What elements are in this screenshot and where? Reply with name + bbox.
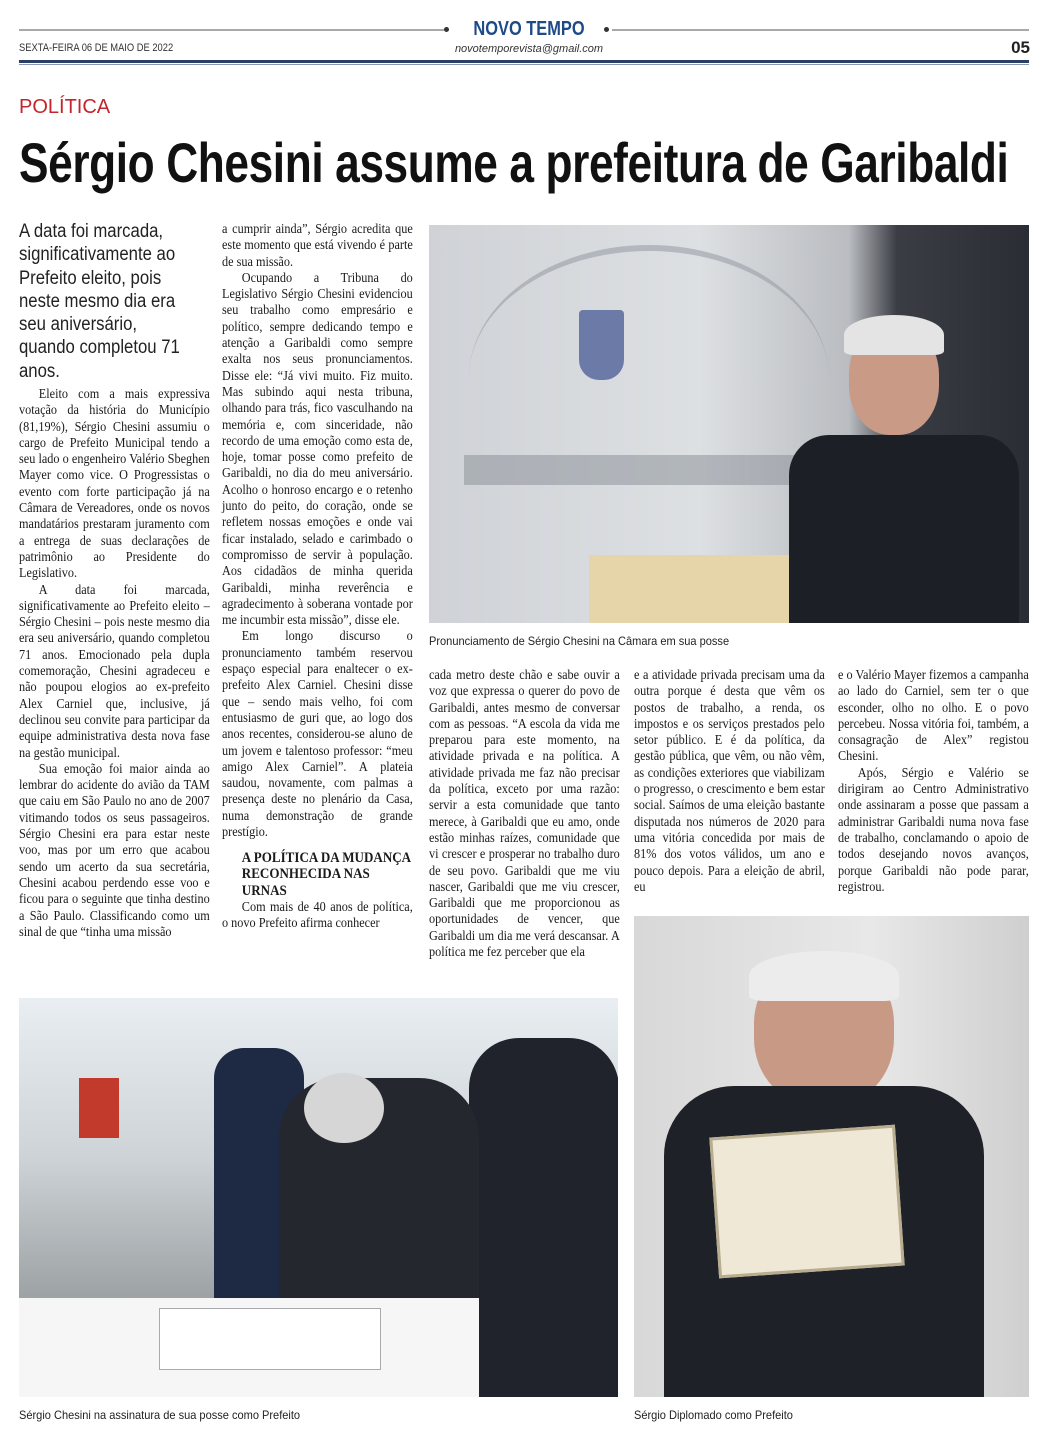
paragraph: Ocupando a Tribuna do Legislativo Sérgio Chesini evidenciou seu trabalho como empresário e político, sempre dedicando tempo e atenção a Garibaldi como sempre exalta nos seus pronunciamentos. Disse ele: “Já vivi muito. Fiz muito. Mas subindo aqui nesta tribuna, olhando para trás, fico vasculhando na memória e, com sinceridade, não recordo de uma emoção como esta de, hoje, tomar posse como prefeito de Garibaldi, no dia do meu aniversário. Acolho o honroso encargo e o retenho junto do peito, do coração, onde se refletem nossas emoções e onde vai ficar instalado, selado e carimbado o compromisso de servir à população. Aos cidadãos de minha querida Garibaldi, minha reverência e agradecimento à soberana vontade por me incumbir esta missão”, disse ele. <box>222 269 413 628</box>
article-column-1 <box>19 386 210 940</box>
article-column-5 <box>838 667 1029 895</box>
paragraph: Após, Sérgio e Valério se dirigiram ao Centro Administrativo onde assinaram a posse que passam a administrar Garibaldi numa nova fase de trabalho, conclamando o apoio de todos desejando novos avanços, porque Garibaldi não pode parar, registrou. <box>838 764 1029 894</box>
diploma-certificate <box>709 1125 904 1279</box>
paragraph: A data foi marcada, significativamente ao Prefeito eleito – Sérgio Chesini – pois neste mesmo dia era seu aniversário, quando completou 71 anos. Emocionado pela dupla comemoração, Chesini agradeceu e não poupou elogios ao ex-prefeito Alex Carniel que, inclusive, já declinou seu convite para participar da equipe administrativa desta nova fase na gestão municipal. <box>19 581 210 760</box>
paragraph: Eleito com a mais expressiva votação da história do Município (81,19%), Sérgio Chesini assumiu o cargo de Prefeito Municipal tendo a seu lado o engenheiro Valério Sbeghen Mayer como vice. O Progressistas o evento com forte participação já na Câmara de Vereadores, onde os novos mandatários prestaram juramento com a entrega de suas declarações de patrimônio ao Presidente do Legislativo. <box>19 386 210 581</box>
page-number: 05 <box>1011 38 1030 57</box>
article-column-3 <box>429 667 620 960</box>
diploma-photo-caption: Sérgio Diplomado como Prefeito <box>634 1408 793 1422</box>
speaker-suit <box>789 435 1019 623</box>
article-intro: A data foi marcada, significativamente ao Prefeito eleito, pois neste mesmo dia era seu aniversário, quando completou 71 anos. <box>19 221 180 382</box>
subheading: A POLÍTICA DA MUDANÇA RECONHECIDA NAS URNAS <box>241 850 411 899</box>
speech-photo <box>429 225 1029 623</box>
paragraph: Com mais de 40 anos de política, o novo Prefeito afirma conhecer <box>222 898 413 931</box>
signing-photo <box>19 998 618 1397</box>
podium <box>589 555 789 623</box>
paragraph: Sua emoção foi maior ainda ao lembrar do acidente do avião da TAM que caiu em São Paulo no ano de 2007 vitimando todos os seus passageiros. Sérgio Chesini era para estar neste voo, mas por um erro que acabou sendo um acerto da sua secretária, Chesini acabou perdendo esse voo e ficou para o seguinte que tinha destino a São Paulo. Classificando como um sinal de que “tinha uma missão <box>19 760 210 939</box>
speech-photo-caption: Pronunciamento de Sérgio Chesini na Câmara em sua posse <box>429 634 730 648</box>
diploma-photo <box>634 916 1029 1397</box>
posse-book <box>159 1308 381 1370</box>
publication-name: NOVO TEMPO <box>473 18 585 40</box>
flag <box>79 1078 119 1138</box>
paragraph: a cumprir ainda”, Sérgio acredita que este momento que está vivendo é parte de sua missão. <box>222 221 413 269</box>
casa-legislativa-sign <box>464 455 804 485</box>
article-column-2 <box>222 221 413 931</box>
article-headline: Sérgio Chesini assume a prefeitura de Garibaldi <box>19 131 1009 194</box>
paragraph: cada metro deste chão e sabe ouvir a voz que expressa o querer do povo de Garibaldi, antes mesmo de conversar com as pessoas. “A escola da vida me preparou para este momento, na atividade privada e na política. A atividade privada me faz não precisar da política, exceto por uma razão: servir a esta comunidade que tanto merece, à Garibaldi que eu amo, onde estão minhas raízes, comunidade que vi crescer e prosperar no trabalho duro de seu povo. Garibaldi que me viu nascer, Garibaldi que me viu crescer, Garibaldi que me proporcionou as oportunidades de vencer, que Garibaldi um dia me verá descansar. A política me fez perceber que ela <box>429 667 620 960</box>
person-right <box>469 1038 618 1397</box>
publication-email: novotemporevista@gmail.com <box>454 43 604 55</box>
signer-head <box>304 1073 384 1143</box>
section-label: POLÍTICA <box>19 96 111 118</box>
signing-photo-caption: Sérgio Chesini na assinatura de sua posse como Prefeito <box>19 1408 301 1422</box>
coat-of-arms <box>579 310 624 380</box>
issue-date: SEXTA-FEIRA 06 DE MAIO DE 2022 <box>19 42 174 54</box>
masthead-divider <box>19 60 1029 63</box>
masthead-divider-thin <box>19 64 1029 65</box>
paragraph: Em longo discurso o pronunciamento também reservou espaço especial para enaltecer o ex-prefeito Alex Carniel. Chesini disse que – sendo mais velho, foi com entusiasmo de guri que, ao logo dos anos recentes, considerou-se aluno de um jovem e talentoso professor: “meu amigo Alex Carniel”. A plateia saudou, novamente, com palmas a presença deste no plenário da Casa, numa demonstração de grande prestígio. <box>222 628 413 839</box>
speaker-hair <box>844 315 944 355</box>
article-column-4 <box>634 667 825 895</box>
paragraph: e o Valério Mayer fizemos a campanha ao lado do Carniel, sem ter o que esconder, olho no olho. E o povo percebeu. Nossa vitória foi, também, a consagração de Alex” registou Chesini. <box>838 667 1029 764</box>
paragraph: e a atividade privada precisam uma da outra porque é desta que vêm os postos de trabalho, a renda, os impostos e os serviços prestados pelo setor público. E é da política, da gestão pública, que vêm, ou não vêm, as condições exteriores que viabilizam o progresso, o crescimento e bem estar social. Saímos de uma eleição bastante disputada nos números de 2020 para uma vitória concedida por mais de 81% dos votos válidos, um ano e pouco depois. Para a eleição de abril, eu <box>634 667 825 894</box>
person-hair <box>749 951 899 1001</box>
